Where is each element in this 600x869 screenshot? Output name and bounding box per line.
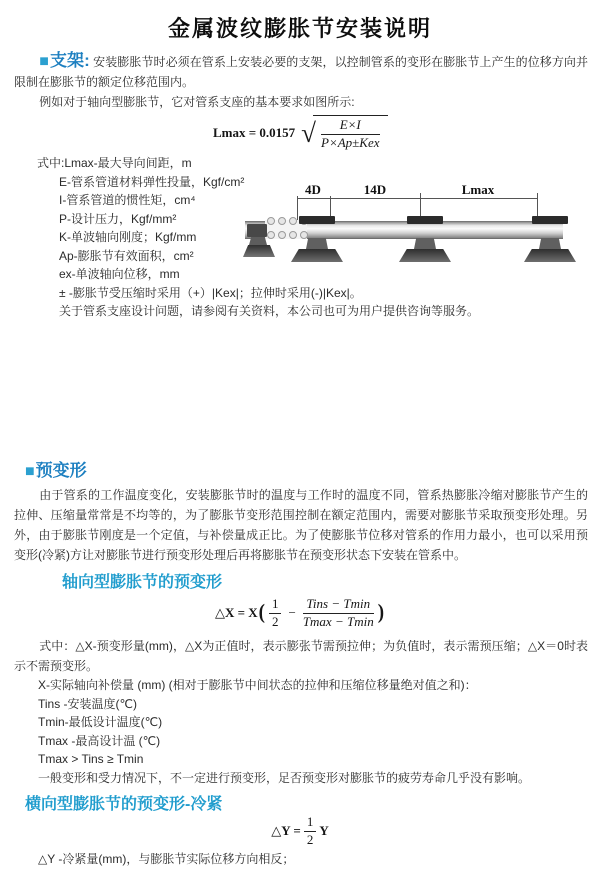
axial-definition-item: X-实际轴向补偿量 (mm) (相对于膨胀节中间状态的拉伸和压缩位移量绝对值之和)： [38, 678, 477, 692]
predeform-heading-row [25, 456, 600, 481]
dimension-label-4d: 4D [285, 183, 341, 196]
formula-delta-y [0, 813, 600, 847]
pipe-support-icon [397, 216, 453, 266]
axial-where-text: 式中：△X-预变形量(mm)，△X为正值时，表示膨张节需预拉伸；为负值时，表示需预压缩；△X＝0时表示不需预变形。 [14, 639, 588, 673]
axial-definition-item: Tmax > Tins ≥ Tmin [38, 752, 144, 766]
support-example-text: 例如对于轴向型膨胀节，它对管系支座的基本要求如图所示: [39, 95, 355, 109]
minus-operator: − [288, 605, 296, 620]
anchor-base [243, 245, 275, 257]
formula-delta-x [0, 596, 600, 630]
definition-item: K-单波轴向刚度；Kgf/mm [59, 230, 197, 244]
radical-sign-icon: √ [301, 117, 316, 148]
support-spacing-diagram [245, 184, 600, 280]
lmax-fraction-denominator: P×Ap±Kex [321, 135, 380, 150]
page-title: 金属波纹膨胀节安装说明 [167, 16, 432, 41]
axial-subheading: 轴向型膨胀节的预变形 [62, 574, 223, 591]
anchor-support-icon [247, 224, 267, 237]
temperature-fraction: $\frac{\text{Tins − Tmin}}{Tmax - Tmin}$ [302, 595, 374, 629]
anchor-pedestal [249, 237, 267, 245]
formula-dy-lhs: △Y = [271, 823, 301, 838]
formula-lmax [213, 116, 600, 150]
formula-dy-rhs: Y [319, 823, 329, 838]
dimension-label-14d: 14D [341, 183, 409, 196]
definition-item: E-管系管道材料弹性投量，Kgf/cm² [59, 174, 245, 189]
close-paren: ) [377, 600, 385, 624]
service-note: 关于管系支座设计问题，请参阅有关资料，本公司也可为用户提供咨询等服务。 [59, 304, 480, 318]
lateral-subheading: 横向型膨胀节的预变形-冷紧 [25, 796, 223, 813]
pipe-support-icon [289, 216, 345, 266]
half-fraction: $\frac{1}{2}$ [269, 597, 282, 630]
plus-minus-note: ± -膨胀节受压缩时采用（+）|Kex|；拉伸时采用(-)|Kex|。 [59, 285, 362, 300]
formula-lmax-lhs: Lmax = 0.0157 [213, 125, 296, 140]
lmax-fraction-numerator: E×I [321, 118, 380, 135]
lateral-note-text: △Y -冷紧量(mm)，与膨胀节实际位移方向相反； [38, 852, 295, 866]
open-paren: ( [258, 600, 265, 624]
axial-definitions [38, 676, 600, 787]
definition-item: I-管系管道的惯性矩，cm⁴ [59, 193, 196, 207]
sqrt-radical [301, 115, 387, 151]
predeform-body-text: 由于管系的工作温度变化，安装膨胀节时的温度与工作时的温度不同，管系热膨胀冷缩对膨胀节产生的拉伸、压缩量常常是不均等的，为了膨胀节变形范围控制在额定范围内，需要对膨胀节采取预变形处理。另外，由于膨胀节刚度是一个定值，与补偿量成正比。为了使膨胀节位移对管系的作用力最小，也可以采用预变形(冷紧)方让对膨胀节进行预变形处理后再将膨胀节在预变形状态下安装在管系中。 [14, 488, 588, 562]
formula-dx-lhs: △X = X [214, 605, 258, 620]
pipe-support-icon [522, 216, 578, 266]
half-fraction: $\frac{1}{2}$ [304, 815, 317, 848]
predeform-section-heading: 预变形 [35, 461, 87, 480]
lmax-fraction [321, 118, 380, 151]
dimension-line [297, 198, 537, 199]
section-square-icon: ■ [39, 53, 49, 70]
support-paragraph [14, 51, 588, 92]
definition-item: Ap-膨胀节有效面积，cm² [59, 248, 194, 263]
definition-item: ex-单波轴向位移，mm [59, 267, 180, 281]
axial-definition-item: Tmin-最低设计温度(℃) [38, 715, 163, 729]
support-section-heading: 支架: [49, 51, 90, 70]
definition-item: P-设计压力，Kgf/mm² [59, 211, 177, 226]
document-page [0, 12, 600, 866]
support-intro-text: 安装膨胀节时必须在管系上安装必要的支架，以控制管系的变形在膨胀节上产生的位移方向并限制在膨胀节的额定位移范围内。 [14, 55, 588, 89]
where-label: 式中:Lmax-最大导向间距，m [37, 156, 192, 170]
axial-definition-item: Tins -安装温度(℃) [38, 696, 138, 711]
axial-definition-item: Tmax -最高设计温 (℃) [38, 733, 161, 748]
definitions-area [37, 154, 600, 446]
axial-note-text: 一般变形和受力情况下，不一定进行预变形，足否预变形对膨胀节的疲劳寿命几乎没有影响。 [38, 770, 531, 785]
dimension-label-lmax: Lmax [431, 183, 525, 196]
section-square-icon: ■ [25, 463, 35, 480]
